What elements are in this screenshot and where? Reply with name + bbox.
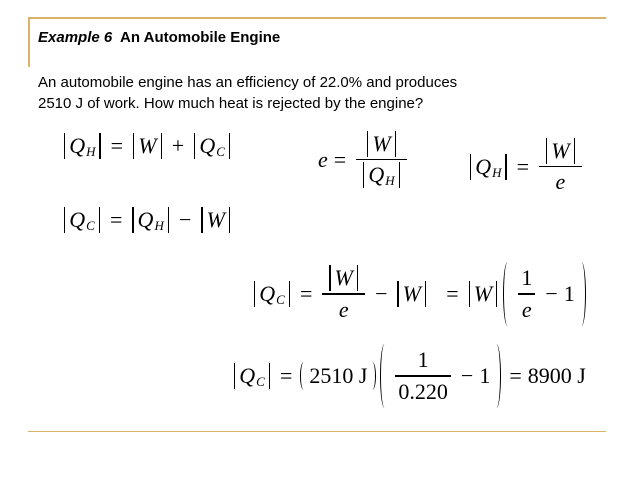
efficiency-value: 0.220	[398, 378, 448, 404]
equation-substituted: Q C = $\frac{W}{e}$ − W = W $\frac{1}{e}$ − 1	[250, 262, 588, 326]
bottom-rule	[28, 431, 606, 432]
equation-input-heat: Q H = $\frac{W}{e}$	[466, 138, 586, 195]
title-example-label: Example 6	[38, 29, 113, 46]
title-text: An Automobile Engine	[120, 29, 281, 46]
equation-rejected-heat: Q C = Q H − W	[60, 207, 234, 233]
result-value: 8900 J	[527, 363, 586, 388]
top-rule	[28, 17, 606, 19]
work-value: 2510 J	[309, 363, 368, 388]
slide-title	[38, 29, 280, 46]
equation-efficiency: e = W Q H	[318, 131, 411, 188]
left-rule	[28, 17, 30, 67]
problem-statement: An automobile engine has an efficiency of 22.0% and produces 2510 J of work. How much heat is rejected by the engine?	[38, 74, 458, 112]
equation-numeric-result: Q C = 2510 J $\frac{1}{0.220}$ − 1 = 8900 J	[230, 344, 586, 408]
equation-energy-balance: Q H = W + Q C	[60, 133, 234, 159]
